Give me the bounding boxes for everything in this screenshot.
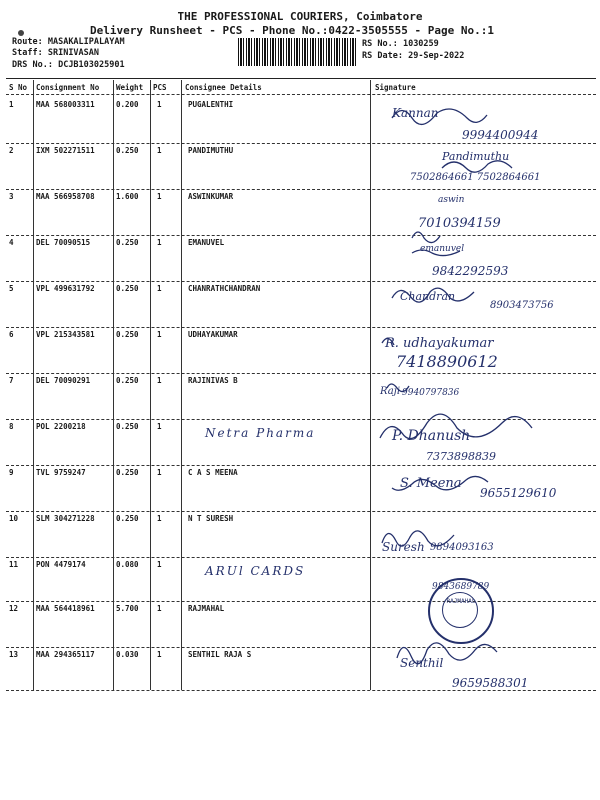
row-pcs: 1 <box>157 146 162 155</box>
row-sno: 10 <box>9 514 19 523</box>
signature-stroke <box>397 643 497 664</box>
row-consignee: CHANRATHCHANDRAN <box>188 284 261 293</box>
col-weight: Weight <box>116 83 144 92</box>
row-pcs: 1 <box>157 560 162 569</box>
row-signature-phone: 9894093163 <box>430 542 494 553</box>
row-sno: 12 <box>9 604 19 613</box>
row-sno: 7 <box>9 376 14 385</box>
drs-label: DRS No.: <box>12 60 53 70</box>
column-rule <box>113 80 114 690</box>
row-consignment-no: VPL 215343581 <box>36 330 95 339</box>
col-sno: S No <box>9 83 28 92</box>
signature-stroke <box>387 384 409 392</box>
drs-line <box>12 60 125 70</box>
rs-no-value: 1030259 <box>402 39 439 49</box>
col-consignment: Consignment No <box>36 83 100 92</box>
route-line <box>12 37 125 47</box>
row-signature-phone: 9994400944 <box>462 128 539 142</box>
row-pcs: 1 <box>157 422 162 431</box>
row-sno: 13 <box>9 650 19 659</box>
staff-label: Staff: <box>12 48 43 58</box>
row-consignee-handwritten: Netra Pharma <box>205 426 316 440</box>
row-weight: 0.250 <box>116 238 139 247</box>
row-weight: 0.030 <box>116 650 139 659</box>
row-signature-name: Kannan <box>392 106 439 120</box>
row-weight: 0.250 <box>116 146 139 155</box>
row-consignment-no: DEL 70090515 <box>36 238 91 247</box>
row-pcs: 1 <box>157 330 162 339</box>
row-consignee: RAJMAHAL <box>188 604 225 613</box>
signature-stroke <box>392 476 488 490</box>
row-consignment-no: MAA 566958708 <box>36 192 95 201</box>
row-consignment-no: SLM 304271228 <box>36 514 95 523</box>
row-signature-name: Raji <box>380 386 401 397</box>
row-weight: 5.700 <box>116 604 139 613</box>
row-signature-phone: 9842292593 <box>432 264 509 278</box>
row-weight: 0.250 <box>116 514 139 523</box>
signature-stroke <box>412 250 460 256</box>
route-value: MASAKALIPALAYAM <box>47 37 125 47</box>
signature-stroke <box>382 338 394 345</box>
row-weight: 0.250 <box>116 376 139 385</box>
row-consignment-no: VPL 499631792 <box>36 284 95 293</box>
company-title: THE PROFESSIONAL COURIERS, Coimbatore <box>177 10 423 23</box>
signature-stroke <box>392 109 487 124</box>
column-rule <box>33 80 34 690</box>
row-pcs: 1 <box>157 100 162 109</box>
staff-line <box>12 48 99 58</box>
col-signature: Signature <box>375 83 416 92</box>
signature-stroke <box>412 232 440 243</box>
column-rule <box>370 80 371 690</box>
row-signature-phone: 9843689789 <box>432 582 490 592</box>
row-consignment-no: PON 4479174 <box>36 560 86 569</box>
row-pcs: 1 <box>157 192 162 201</box>
rs-no-line <box>362 39 439 49</box>
row-consignment-no: IXM 502271511 <box>36 146 95 155</box>
row-consignment-no: MAA 564418961 <box>36 604 95 613</box>
drs-value: DCJB103025901 <box>58 60 125 70</box>
row-sno: 4 <box>9 238 14 247</box>
row-sno: 1 <box>9 100 14 109</box>
row-weight: 0.200 <box>116 100 139 109</box>
route-label: Route: <box>12 37 43 47</box>
row-sno: 3 <box>9 192 14 201</box>
row-sno: 9 <box>9 468 14 477</box>
row-consignee: ASWINKUMAR <box>188 192 234 201</box>
header-divider <box>6 78 596 79</box>
row-consignment-no: MAA 568003311 <box>36 100 95 109</box>
row-signature-name: aswin <box>438 195 465 205</box>
row-weight: 0.080 <box>116 560 139 569</box>
delivery-stamp <box>428 578 494 644</box>
row-signature-name: S. Meena <box>400 476 462 491</box>
row-signature-phone: 9659588301 <box>452 676 529 690</box>
row-weight: 0.250 <box>116 284 139 293</box>
row-consignee: C A S MEENA <box>188 468 238 477</box>
row-consignee: PUGALENTHI <box>188 100 234 109</box>
row-signature-phone: 7502864661 7502864661 <box>410 172 541 183</box>
row-consignee: PANDIMUTHU <box>188 146 234 155</box>
row-consignee: RAJINIVAS B <box>188 376 238 385</box>
row-consignee: EMANUVEL <box>188 238 225 247</box>
signature-stroke <box>382 531 454 546</box>
row-consignment-no: POL 2200218 <box>36 422 86 431</box>
row-divider <box>6 690 596 691</box>
row-pcs: 1 <box>157 284 162 293</box>
row-signature-phone: 7010394159 <box>418 216 501 231</box>
runsheet-subtitle: Delivery Runsheet - PCS - Phone No.:0422-3505555 - Page No.:1 <box>90 24 494 37</box>
row-signature-phone: 8903473756 <box>490 300 554 311</box>
stamp-text: RAJMAHAL <box>446 598 476 605</box>
row-pcs: 1 <box>157 514 162 523</box>
row-signature-phone: 9655129610 <box>480 486 557 500</box>
row-sno: 2 <box>9 146 14 155</box>
signature-stroke <box>392 288 474 302</box>
row-pcs: 1 <box>157 650 162 659</box>
row-signature-name: P. Dhanush <box>392 428 471 444</box>
row-signature-name: emanuvel <box>420 244 465 254</box>
rs-date-line <box>362 51 464 61</box>
row-pcs: 1 <box>157 376 162 385</box>
row-pcs: 1 <box>157 468 162 477</box>
row-sno: 5 <box>9 284 14 293</box>
column-rule <box>150 80 151 690</box>
signature-stroke <box>442 161 512 172</box>
row-consignment-no: MAA 294365117 <box>36 650 95 659</box>
row-signature-name: Chandran <box>400 290 456 303</box>
row-signature-phone: 7418890612 <box>396 352 498 371</box>
rs-date-label: RS Date: <box>362 51 403 61</box>
staff-value: SRINIVASAN <box>47 48 100 58</box>
column-rule <box>181 80 182 690</box>
route-marker-icon <box>18 30 24 36</box>
row-signature-name: Senthil <box>400 656 444 670</box>
row-weight: 1.600 <box>116 192 139 201</box>
col-pcs: PCS <box>153 83 167 92</box>
row-signature-name: Pandimuthu <box>442 150 510 163</box>
signature-stroke <box>380 414 532 439</box>
row-consignee: N T SURESH <box>188 514 234 523</box>
row-weight: 0.250 <box>116 468 139 477</box>
row-signature-name: Suresh <box>382 540 425 554</box>
row-consignee: SENTHIL RAJA S <box>188 650 252 659</box>
row-weight: 0.250 <box>116 422 139 431</box>
row-signature-name: R. udhayakumar <box>385 336 494 351</box>
col-consignee: Consignee Details <box>185 83 262 92</box>
rs-date-value: 29-Sep-2022 <box>408 51 465 61</box>
row-consignment-no: TVL 9759247 <box>36 468 86 477</box>
row-weight: 0.250 <box>116 330 139 339</box>
rs-no-label: RS No.: <box>362 39 398 49</box>
row-consignee-handwritten: ARUl CARDS <box>205 564 306 578</box>
row-sno: 6 <box>9 330 14 339</box>
row-sno: 11 <box>9 560 19 569</box>
row-consignee: UDHAYAKUMAR <box>188 330 238 339</box>
row-consignment-no: DEL 70090291 <box>36 376 91 385</box>
row-pcs: 1 <box>157 238 162 247</box>
barcode <box>238 38 356 66</box>
row-signature-phone: 9940797836 <box>402 388 460 398</box>
row-signature-phone: 7373898839 <box>426 450 496 463</box>
row-sno: 8 <box>9 422 14 431</box>
row-pcs: 1 <box>157 604 162 613</box>
